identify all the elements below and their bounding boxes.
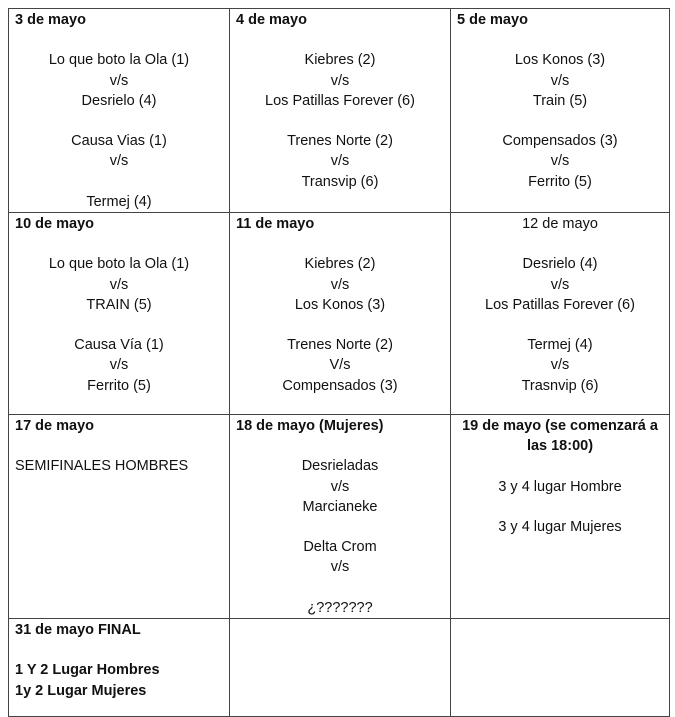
versus-label: v/s [550,153,570,170]
versus-label: v/s [330,72,350,89]
day-date: 4 de mayo [236,12,307,28]
table-row [9,618,670,716]
day-date: 17 de mayo [15,417,94,434]
team-name: Compensados (3) [502,133,618,150]
day-date: 5 de mayo [457,12,528,28]
team-name: Kiebres (2) [304,256,376,273]
team-name: Trasnvip (6) [521,377,599,394]
day-date: 12 de mayo [522,215,598,232]
team-name: Delta Crom [303,539,377,556]
team-name: Train (5) [532,92,588,109]
event-label: 1y 2 Lugar Mujeres [15,682,147,699]
day-date: 31 de mayo FINAL [15,621,141,638]
team-name: Lo que boto la Ola (1) [48,256,190,273]
day-cell [230,414,451,618]
table-row [9,9,670,213]
day-cell [9,414,230,618]
day-cell [9,618,230,716]
team-name: ¿??????? [307,599,373,616]
versus-label: v/s [550,276,570,293]
empty-cell [230,618,451,716]
day-date: 10 de mayo [15,215,94,232]
team-name: Marcianeke [302,498,378,515]
team-name: Desrieladas [301,458,379,475]
team-name: TRAIN (5) [86,296,152,313]
event-label: 3 y 4 lugar Hombre [498,478,622,495]
schedule-table [8,8,670,717]
versus-label: v/s [109,153,129,170]
versus-label: v/s [109,357,129,374]
team-name: Termej (4) [527,337,593,354]
day-cell [9,9,230,213]
team-name: Desrielo (4) [81,92,157,109]
empty-cell [451,618,670,716]
team-name: Desrielo (4) [522,256,598,273]
team-name: Ferrito (5) [87,377,151,394]
team-name: Ferrito (5) [528,173,592,190]
event-label: 1 Y 2 Lugar Hombres [15,662,160,679]
versus-label: v/s [330,276,350,293]
versus-label: v/s [109,72,129,89]
day-date: 19 de mayo (se comenzará a las 18:00) [462,417,658,455]
day-date: 3 de mayo [15,12,86,28]
event-label: SEMIFINALES HOMBRES [15,458,189,475]
day-cell [451,9,670,213]
team-name: Causa Vias (1) [71,133,167,150]
day-date: 11 de mayo [236,215,315,232]
versus-label: v/s [330,153,350,170]
team-name: Trenes Norte (2) [287,337,393,354]
team-name: Los Konos (3) [514,52,606,69]
day-cell [9,212,230,414]
team-name: Compensados (3) [282,377,398,394]
team-name: Causa Vía (1) [74,337,164,354]
team-name: Los Patillas Forever (6) [265,92,415,109]
team-name: Lo que boto la Ola (1) [48,52,190,69]
versus-label: v/s [330,478,350,495]
day-cell [230,212,451,414]
team-name: Los Konos (3) [294,296,386,313]
day-cell [451,414,670,618]
versus-label: v/s [330,559,350,576]
team-name: Termej (4) [86,193,152,210]
team-name: Kiebres (2) [304,52,376,69]
day-cell [230,9,451,213]
versus-label: v/s [109,276,129,293]
team-name: Transvip (6) [301,173,379,190]
team-name: Los Patillas Forever (6) [485,296,635,313]
day-date: 18 de mayo (Mujeres) [236,417,384,434]
versus-label: v/s [550,72,570,89]
day-cell [451,212,670,414]
table-row [9,212,670,414]
versus-label: v/s [550,357,570,374]
event-label: 3 y 4 lugar Mujeres [498,518,622,535]
versus-label: V/s [329,357,351,374]
table-row [9,414,670,618]
team-name: Trenes Norte (2) [287,133,393,150]
